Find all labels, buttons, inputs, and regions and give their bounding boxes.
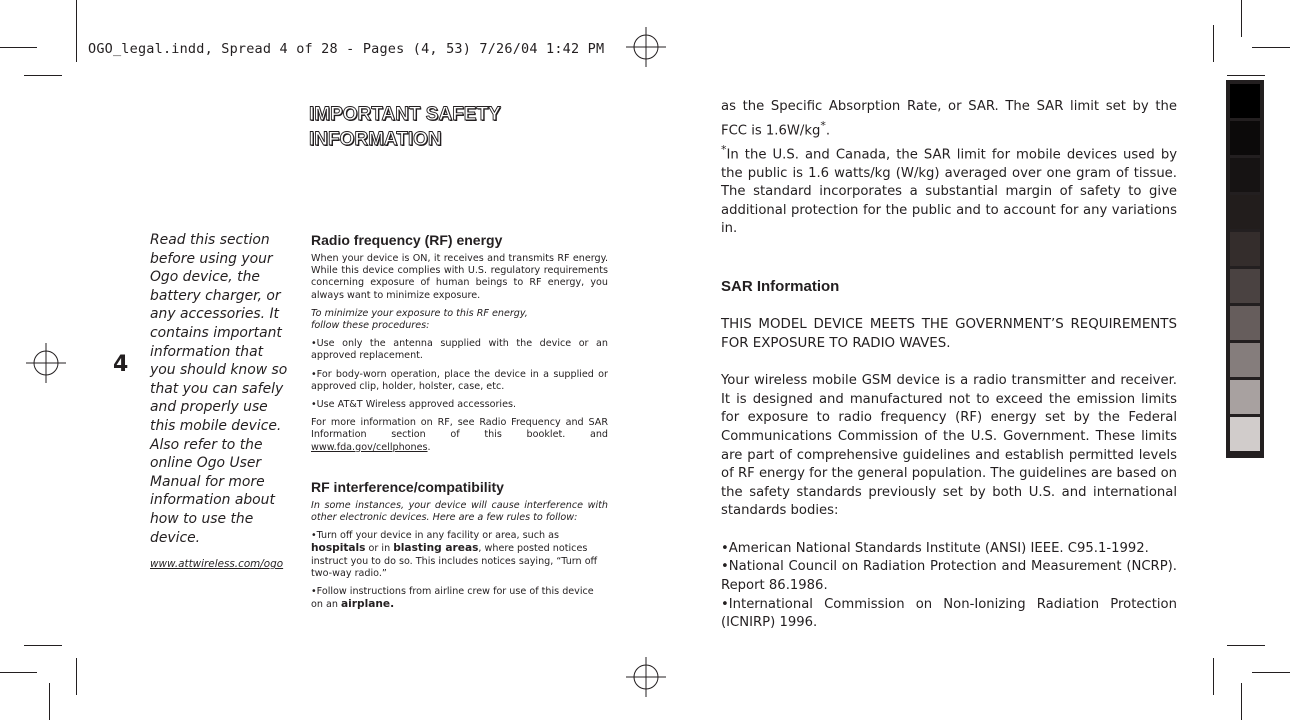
sar-column [721, 98, 1177, 633]
crop-mark [24, 645, 62, 646]
file-slug: OGO_legal.indd, Spread 4 of 28 - Pages (4, 53) 7/26/04 1:42 PM [88, 41, 605, 57]
footnote-asterisk: * [721, 142, 727, 156]
sar-asterisk: * [820, 118, 826, 132]
crop-mark [0, 672, 37, 673]
standard-icnirp: •International Commission on Non-Ionizing Radiation Protection (ICNIRP) 1996. [721, 596, 1177, 631]
swatch-1 [1230, 84, 1260, 118]
sar-footnote [721, 141, 1177, 239]
crop-mark [0, 47, 37, 48]
airplane-emphasis: airplane. [341, 598, 395, 611]
standard-ncrp: •National Council on Radiation Protection and Measurement (NCRP). Report 86.1986. [721, 559, 1177, 594]
color-swatch-bar [1226, 80, 1264, 458]
registration-mark-icon [626, 27, 666, 67]
crop-mark [1227, 75, 1265, 76]
sar-body: Your wireless mobile GSM device is a radio transmitter and receiver. It is designed and manufactured not to exceed the emission limits for exposure to radio frequency (RF) energy set by the Federal Communications Commission of the U.S. Government. These limits are part of comprehensive guidelines and establish permitted levels of RF energy for the general population. The guidelines are based on the safety standards previously set by both U.S. and international standards bodies: [721, 373, 1177, 519]
crop-mark [1252, 47, 1290, 48]
rf-minimize-note [311, 308, 608, 332]
rf-minimize-line2: follow these procedures: [311, 320, 430, 332]
sidebar-note [150, 231, 292, 574]
crop-mark [1241, 683, 1242, 720]
swatch-6 [1230, 269, 1260, 303]
rf-more-info-end: . [427, 441, 431, 453]
rf-energy-heading: Radio frequency (RF) energy [311, 232, 503, 248]
rf-interference-item-facilities [311, 530, 608, 580]
registration-mark-icon [626, 657, 666, 697]
rf-minimize-line1: To minimize your exposure to this RF energy, [311, 307, 528, 319]
swatch-5 [1230, 232, 1260, 266]
swatch-2 [1230, 121, 1260, 155]
compliance-statement: THIS MODEL DEVICE MEETS THE GOVERNMENT’S REQUIREMENTS FOR EXPOSURE TO RADIO WAVES. [721, 316, 1177, 351]
sidebar-link[interactable]: www.attwireless.com/ogo [150, 558, 284, 571]
crop-mark [1252, 672, 1290, 673]
rf-column [311, 231, 608, 617]
standard-ansi: •American National Standards Institute (ANSI) IEEE. C95.1-1992. [721, 540, 1149, 556]
registration-mark-icon [26, 343, 66, 383]
airplane-text-a: •Follow instructions from airline crew for use of this device on an [311, 586, 594, 611]
facility-text-a: •Turn off your device in any facility or area, such as [311, 530, 559, 542]
rf-item-body-worn: •For body-worn operation, place the device in a supplied or approved clip, holder, holster, case, etc. [311, 368, 608, 392]
page-title: IMPORTANT SAFETY INFORMATION [309, 104, 501, 150]
crop-mark [1213, 658, 1214, 695]
hospitals-emphasis: hospitals [311, 542, 366, 555]
swatch-9 [1230, 380, 1260, 414]
swatch-3 [1230, 158, 1260, 192]
sidebar-text: Read this section before using your Ogo device, the battery charger, or any accessories. It contains important information that you should know so that you can safely and properly use this mobile device. Also refer to the online Ogo User Manual for more information about how to use the device. [150, 232, 288, 546]
rf-energy-intro: When your device is ON, it receives and transmits RF energy. While this device complies with U.S. regulatory requirements concerning exposure of human beings to RF energy, you always want to minimize exposure. [311, 253, 608, 301]
sar-definition-end: . [825, 122, 831, 138]
crop-mark [24, 75, 62, 76]
crop-mark [1213, 25, 1214, 62]
rf-interference-heading: RF interference/compatibility [311, 478, 504, 495]
rf-more-info-text: For more information on RF, see Radio Frequency and SAR Information section of this booklet. and [311, 417, 608, 441]
sar-definition [721, 98, 1177, 141]
rf-item-accessories: •Use AT&T Wireless approved accessories. [311, 399, 517, 411]
rf-interference-intro: In some instances, your device will cause interference with other electronic devices. Here are a few rules to follow: [311, 499, 608, 524]
swatch-4 [1230, 195, 1260, 229]
sar-footnote-text: In the U.S. and Canada, the SAR limit for mobile devices used by the public is 1.6 watts/kg (W/kg) averaged over one gram of tissue. The standard incorporates a substantial margin of safety to give additional protection for the public and to account for any variations in. [721, 146, 1177, 237]
rf-interference-item-airplane [311, 586, 608, 611]
blasting-areas-emphasis: blasting areas [393, 542, 479, 555]
swatch-10 [1230, 417, 1260, 451]
sar-info-heading: SAR Information [721, 277, 840, 295]
crop-mark [1241, 0, 1242, 37]
crop-mark [76, 658, 77, 695]
facility-text-e: , where posted notices instruct you to do so. This includes notices saying, “Turn off two-way radio.” [311, 543, 598, 579]
swatch-7 [1230, 306, 1260, 340]
fda-link[interactable]: www.fda.gov/cellphones [311, 441, 428, 453]
swatch-8 [1230, 343, 1260, 377]
page-number: 4 [113, 352, 129, 377]
sar-definition-text: as the Specific Absorption Rate, or SAR. The SAR limit set by the FCC is 1.6W/kg [721, 99, 1177, 138]
crop-mark [1227, 645, 1265, 646]
rf-item-antenna: •Use only the antenna supplied with the device or an approved replacement. [311, 338, 608, 362]
rf-more-info [311, 417, 608, 454]
crop-mark [49, 683, 50, 720]
facility-text-c: or in [365, 543, 394, 555]
crop-mark [76, 0, 77, 62]
